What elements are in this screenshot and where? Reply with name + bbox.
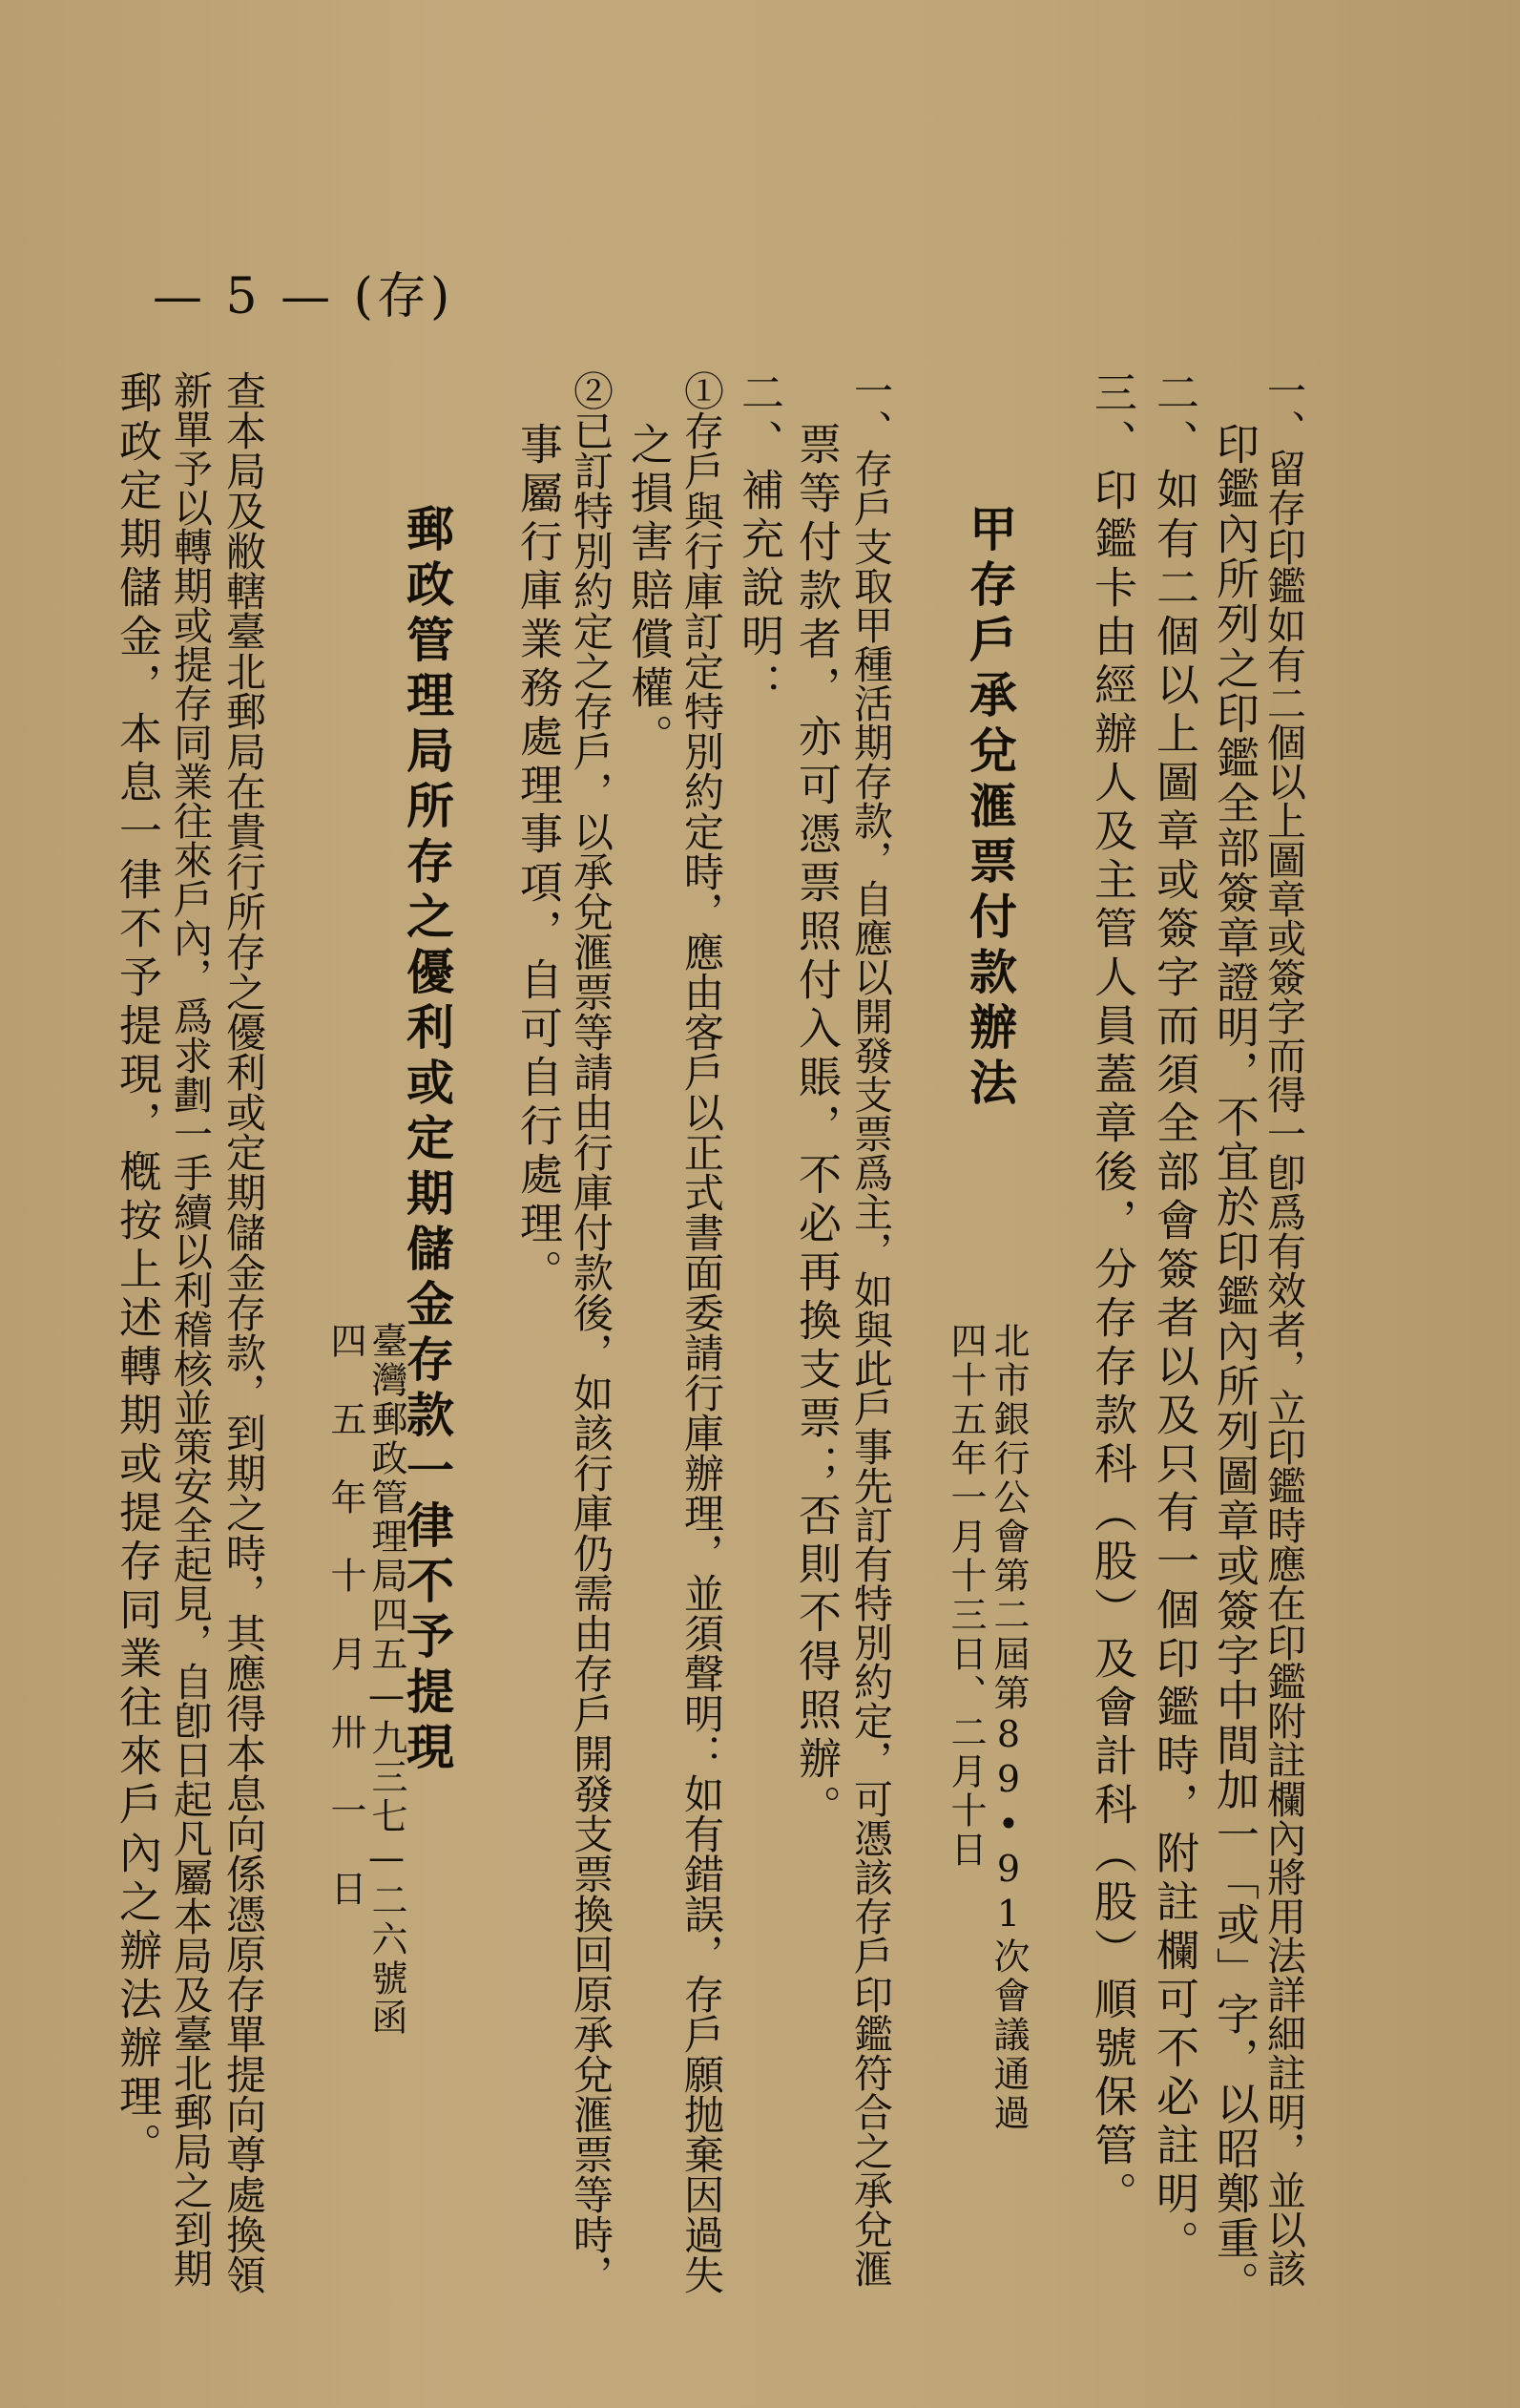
s3-body-line3: 郵政定期儲金，本息一律不予提現，槪按上述轉期或提存同業往來戶內之辦法辦理。	[112, 370, 162, 2171]
s1-item1-line2: 印鑑內所列之印鑑全部簽章證明，不宜於印鑑內所列圖章或簽字中間加一「或」字，以昭鄭重。	[1209, 422, 1260, 2306]
s2-item2-label: 二、補充說明：	[734, 370, 784, 711]
s3-title: 郵政管理局所存之優利或定期儲金存款一律不予提現	[399, 504, 455, 1777]
s3-source-line2: 四 五 年 十 月 卅 一 日	[324, 1322, 366, 1909]
s2-sub1-line2: 之損害賠償權。	[623, 422, 674, 763]
s2-item1-line2: 票等付款者，亦可憑票照付入賬，不必再換支票；否則不得照辦。	[791, 422, 842, 1833]
s2-item1-line1: 一、存戶支取甲種活期存款，自應以開發支票爲主，如與此戶事先訂有特別約定，可憑該存戶印鑑符合之承兌滙	[847, 370, 893, 2288]
s1-item2: 二、如有二個以上圖章或簽字而須全部會簽者以及只有一個印鑑時，附註欄可不必註明。	[1149, 370, 1199, 2269]
s2-sub2-line1: ②已訂特別約定之存戶，以承兌滙票等請由行庫付款後，如該行庫仍需由存戶開發支票換回原承兌滙票等時，	[568, 370, 614, 2294]
s2-title: 甲存戶承兌滙票付款辦法	[962, 504, 1018, 1113]
s3-body-line2: 新單予以轉期或提存同業往來戶內，爲求劃一手續以利稽核並策安全起見，自卽日起凡屬本局及臺北郵局之到期	[167, 370, 213, 2288]
s2-sub1-line1: ①存戶與行庫訂定特別約定時，應由客戶以正式書面委請行庫辦理，並須聲明：如有錯誤，存戶願抛棄因過失	[678, 370, 725, 2294]
s3-source-line1: 臺灣郵政管理局四五—九三七—二六號函	[365, 1322, 407, 2038]
s3-body-line1: 查本局及敝轄臺北郵局在貴行所存之優利或定期儲金存款，到期之時，其應得本息向係憑原存單提向尊處換領	[220, 370, 267, 2294]
s1-item1-line1: 一、留存印鑑如有二個以上圖章或簽字而得一卽爲有效者，立印鑑時應在印鑑附註欄內將用法詳細註明，並以該	[1260, 370, 1306, 2288]
s1-item3: 三、印鑑卡由經辦人及主管人員蓋章後，分存存款科（股）及會計科（股）順號保管。	[1087, 370, 1137, 2220]
page-number: — 5 — (存)	[153, 268, 454, 325]
s2-source-line1: 北市銀行公會第二屆第89•91次會議通過	[988, 1322, 1030, 2133]
s2-source-line2: 四十五年一月十三日、二月十日	[945, 1322, 987, 1870]
s2-sub2-line2: 事屬行庫業務處理事項，自可自行處理。	[512, 422, 563, 1298]
